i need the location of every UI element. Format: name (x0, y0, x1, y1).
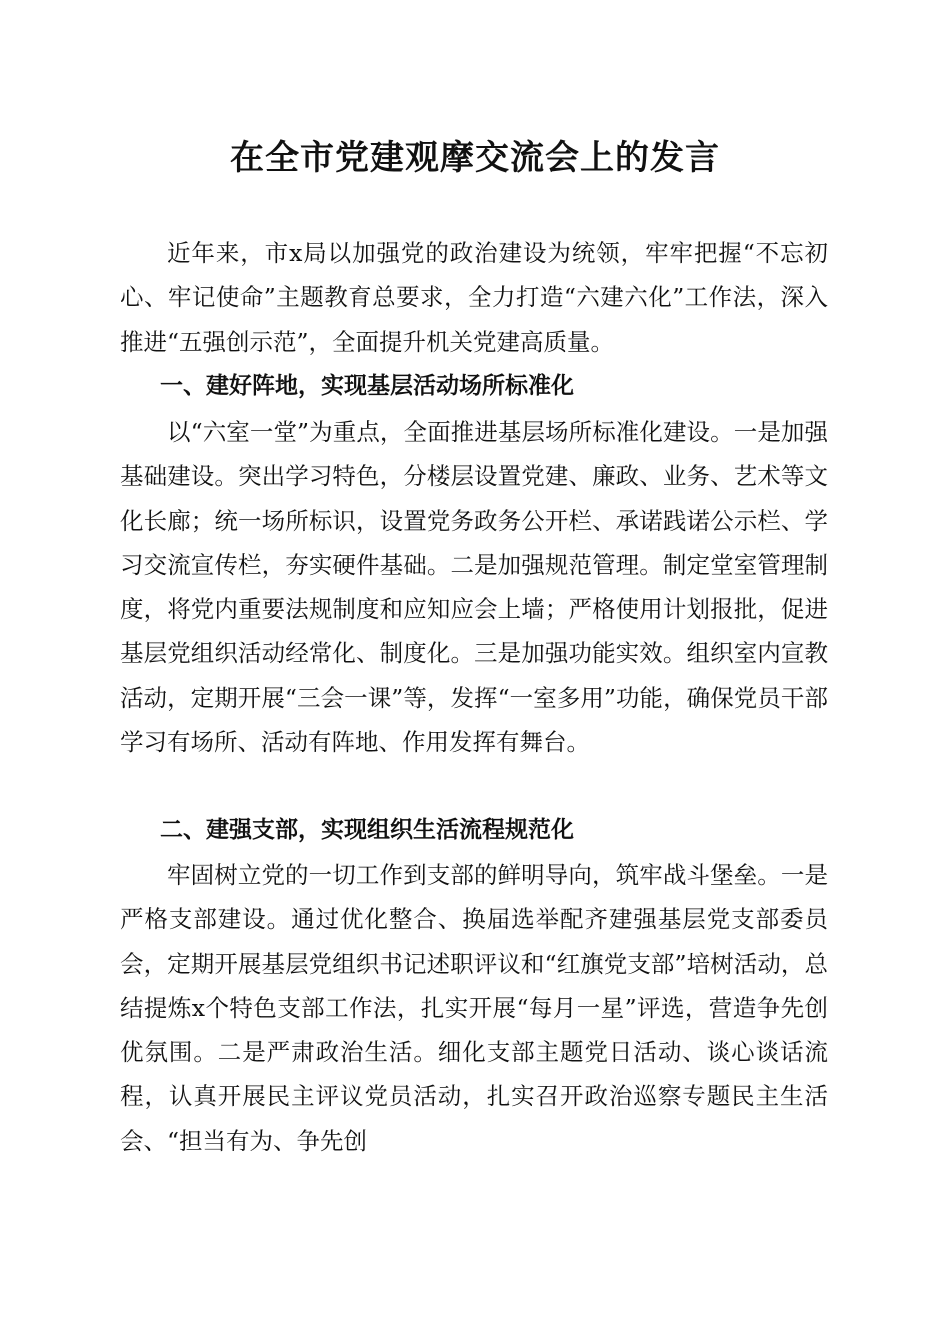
section-heading-2: 二、建强支部，实现组织生活流程规范化 (160, 817, 574, 843)
section-heading-1: 一、建好阵地，实现基层活动场所标准化 (160, 373, 574, 399)
section-paragraph-1: 以“六室一堂”为重点，全面推进基层场所标准化建设。一是加强基础建设。突出学习特色，分楼层设置党建、廉政、业务、艺术等文化长廊；统一场所标识，设置党务政务公开栏、承诺践诺公示栏、学习交流宣传栏，夯实硬件基础。二是加强规范管理。制定堂室管理制度，将党内重要法规制度和应知应会上墙；严格使用计划报批，促进基层党组织活动经常化、制度化。三是加强功能实效。组织室内宣教活动，定期开展“三会一课”等，发挥“一室多用”功能，确保党员干部学习有场所、活动有阵地、作用发挥有舞台。 (120, 418, 828, 757)
section-paragraph-2: 牢固树立党的一切工作到支部的鲜明导向，筑牢战斗堡垒。一是严格支部建设。通过优化整合、换届选举配齐建强基层党支部委员会，定期开展基层党组织书记述职评议和“红旗党支部”培树活动，总结提炼x个特色支部工作法，扎实开展“每月一星”评选，营造争先创优氛围。二是严肃政治生活。细化支部主题党日活动、谈心谈话流程，认真开展民主评议党员活动，扎实召开政治巡察专题民主生活会、“担当有为、争先创 (120, 861, 828, 1155)
document-title: 在全市党建观摩交流会上的发言 (230, 138, 720, 178)
intro-paragraph: 近年来，市x局以加强党的政治建设为统领，牢牢把握“不忘初心、牢记使命”主题教育总要求，全力打造“六建六化”工作法，深入推进“五强创示范”，全面提升机关党建高质量。 (120, 239, 828, 356)
